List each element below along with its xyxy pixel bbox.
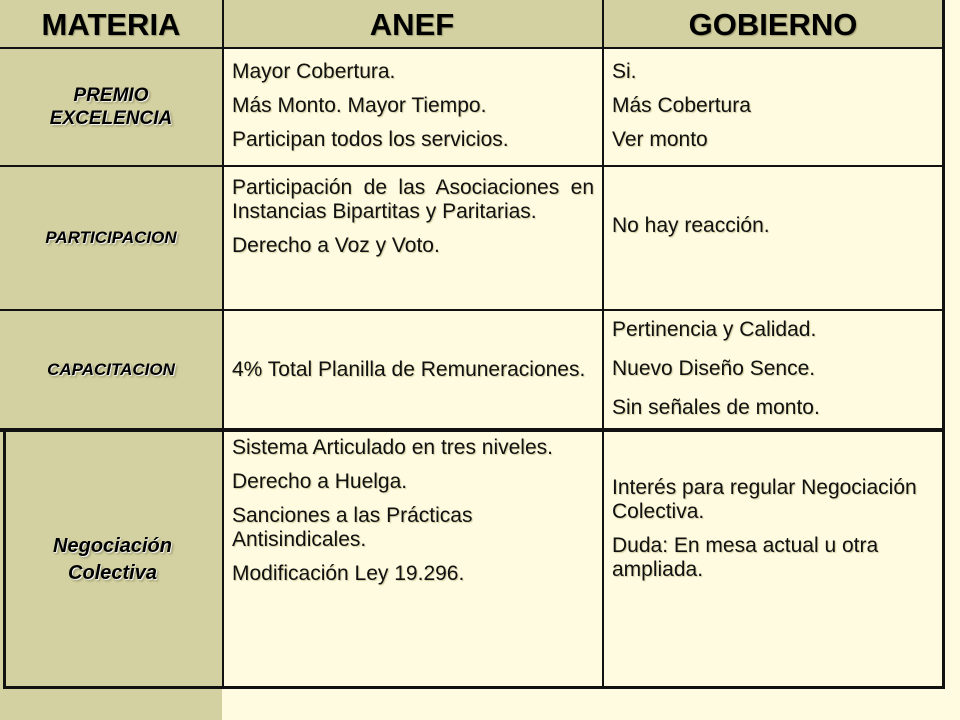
list-item: Sistema Articulado en tres niveles. (232, 436, 553, 459)
list-item: Derecho a Huelga. (232, 470, 408, 493)
header-gobierno: GOBIERNO (688, 7, 858, 42)
gobierno-capacitacion (612, 318, 937, 435)
list-item: Modificación Ley 19.296. (232, 562, 465, 585)
header-anef: ANEF (369, 7, 455, 42)
list-item: Nuevo Diseño Sence. (612, 357, 816, 380)
divider (602, 0, 604, 430)
divider (0, 47, 944, 49)
list-item: No hay reacción. (612, 214, 770, 237)
list-item: Más Cobertura (612, 94, 751, 117)
row-label-participacion: PARTICIPACION (45, 228, 177, 247)
divider (0, 309, 944, 311)
divider (942, 0, 945, 689)
anef-capacitacion (232, 310, 594, 430)
list-item: Interés para regular Negociación Colectiva. (612, 476, 917, 523)
divider (3, 686, 944, 689)
list-item: Participan todos los servicios. (232, 128, 509, 151)
anef-negociacion-colectiva (232, 436, 594, 596)
divider (602, 430, 604, 689)
gobierno-participacion (612, 166, 937, 286)
list-item: Duda: En mesa actual u otra ampliada. (612, 534, 879, 581)
divider (222, 0, 224, 430)
divider (0, 428, 944, 432)
list-item: Ver monto (612, 128, 708, 151)
list-item: Más Monto. Mayor Tiempo. (232, 94, 487, 117)
row-label-negociacion-colectiva: Negociación Colectiva (53, 535, 172, 584)
list-item: Sanciones a las Prácticas Antisindicales. (232, 504, 473, 551)
row-label-capacitacion: CAPACITACION (47, 360, 175, 379)
list-item: Sin señales de monto. (612, 396, 820, 419)
gobierno-premio-excelencia (612, 60, 937, 162)
list-item: Participación de las Asociaciones en Instancias Bipartitas y Paritarias. (232, 176, 594, 223)
anef-premio-excelencia (232, 60, 594, 162)
anef-participacion (232, 176, 594, 268)
list-item: Derecho a Voz y Voto. (232, 234, 440, 257)
divider (222, 430, 224, 689)
list-item: Si. (612, 60, 637, 83)
gobierno-negociacion-colectiva (612, 476, 937, 592)
header-materia: MATERIA (41, 7, 181, 42)
divider (3, 430, 6, 689)
list-item: Mayor Cobertura. (232, 60, 396, 83)
divider (0, 165, 944, 167)
list-item: Pertinencia y Calidad. (612, 318, 817, 341)
list-item: 4% Total Planilla de Remuneraciones. (232, 358, 586, 381)
row-label-premio-excelencia: PREMIO EXCELENCIA (49, 85, 173, 129)
